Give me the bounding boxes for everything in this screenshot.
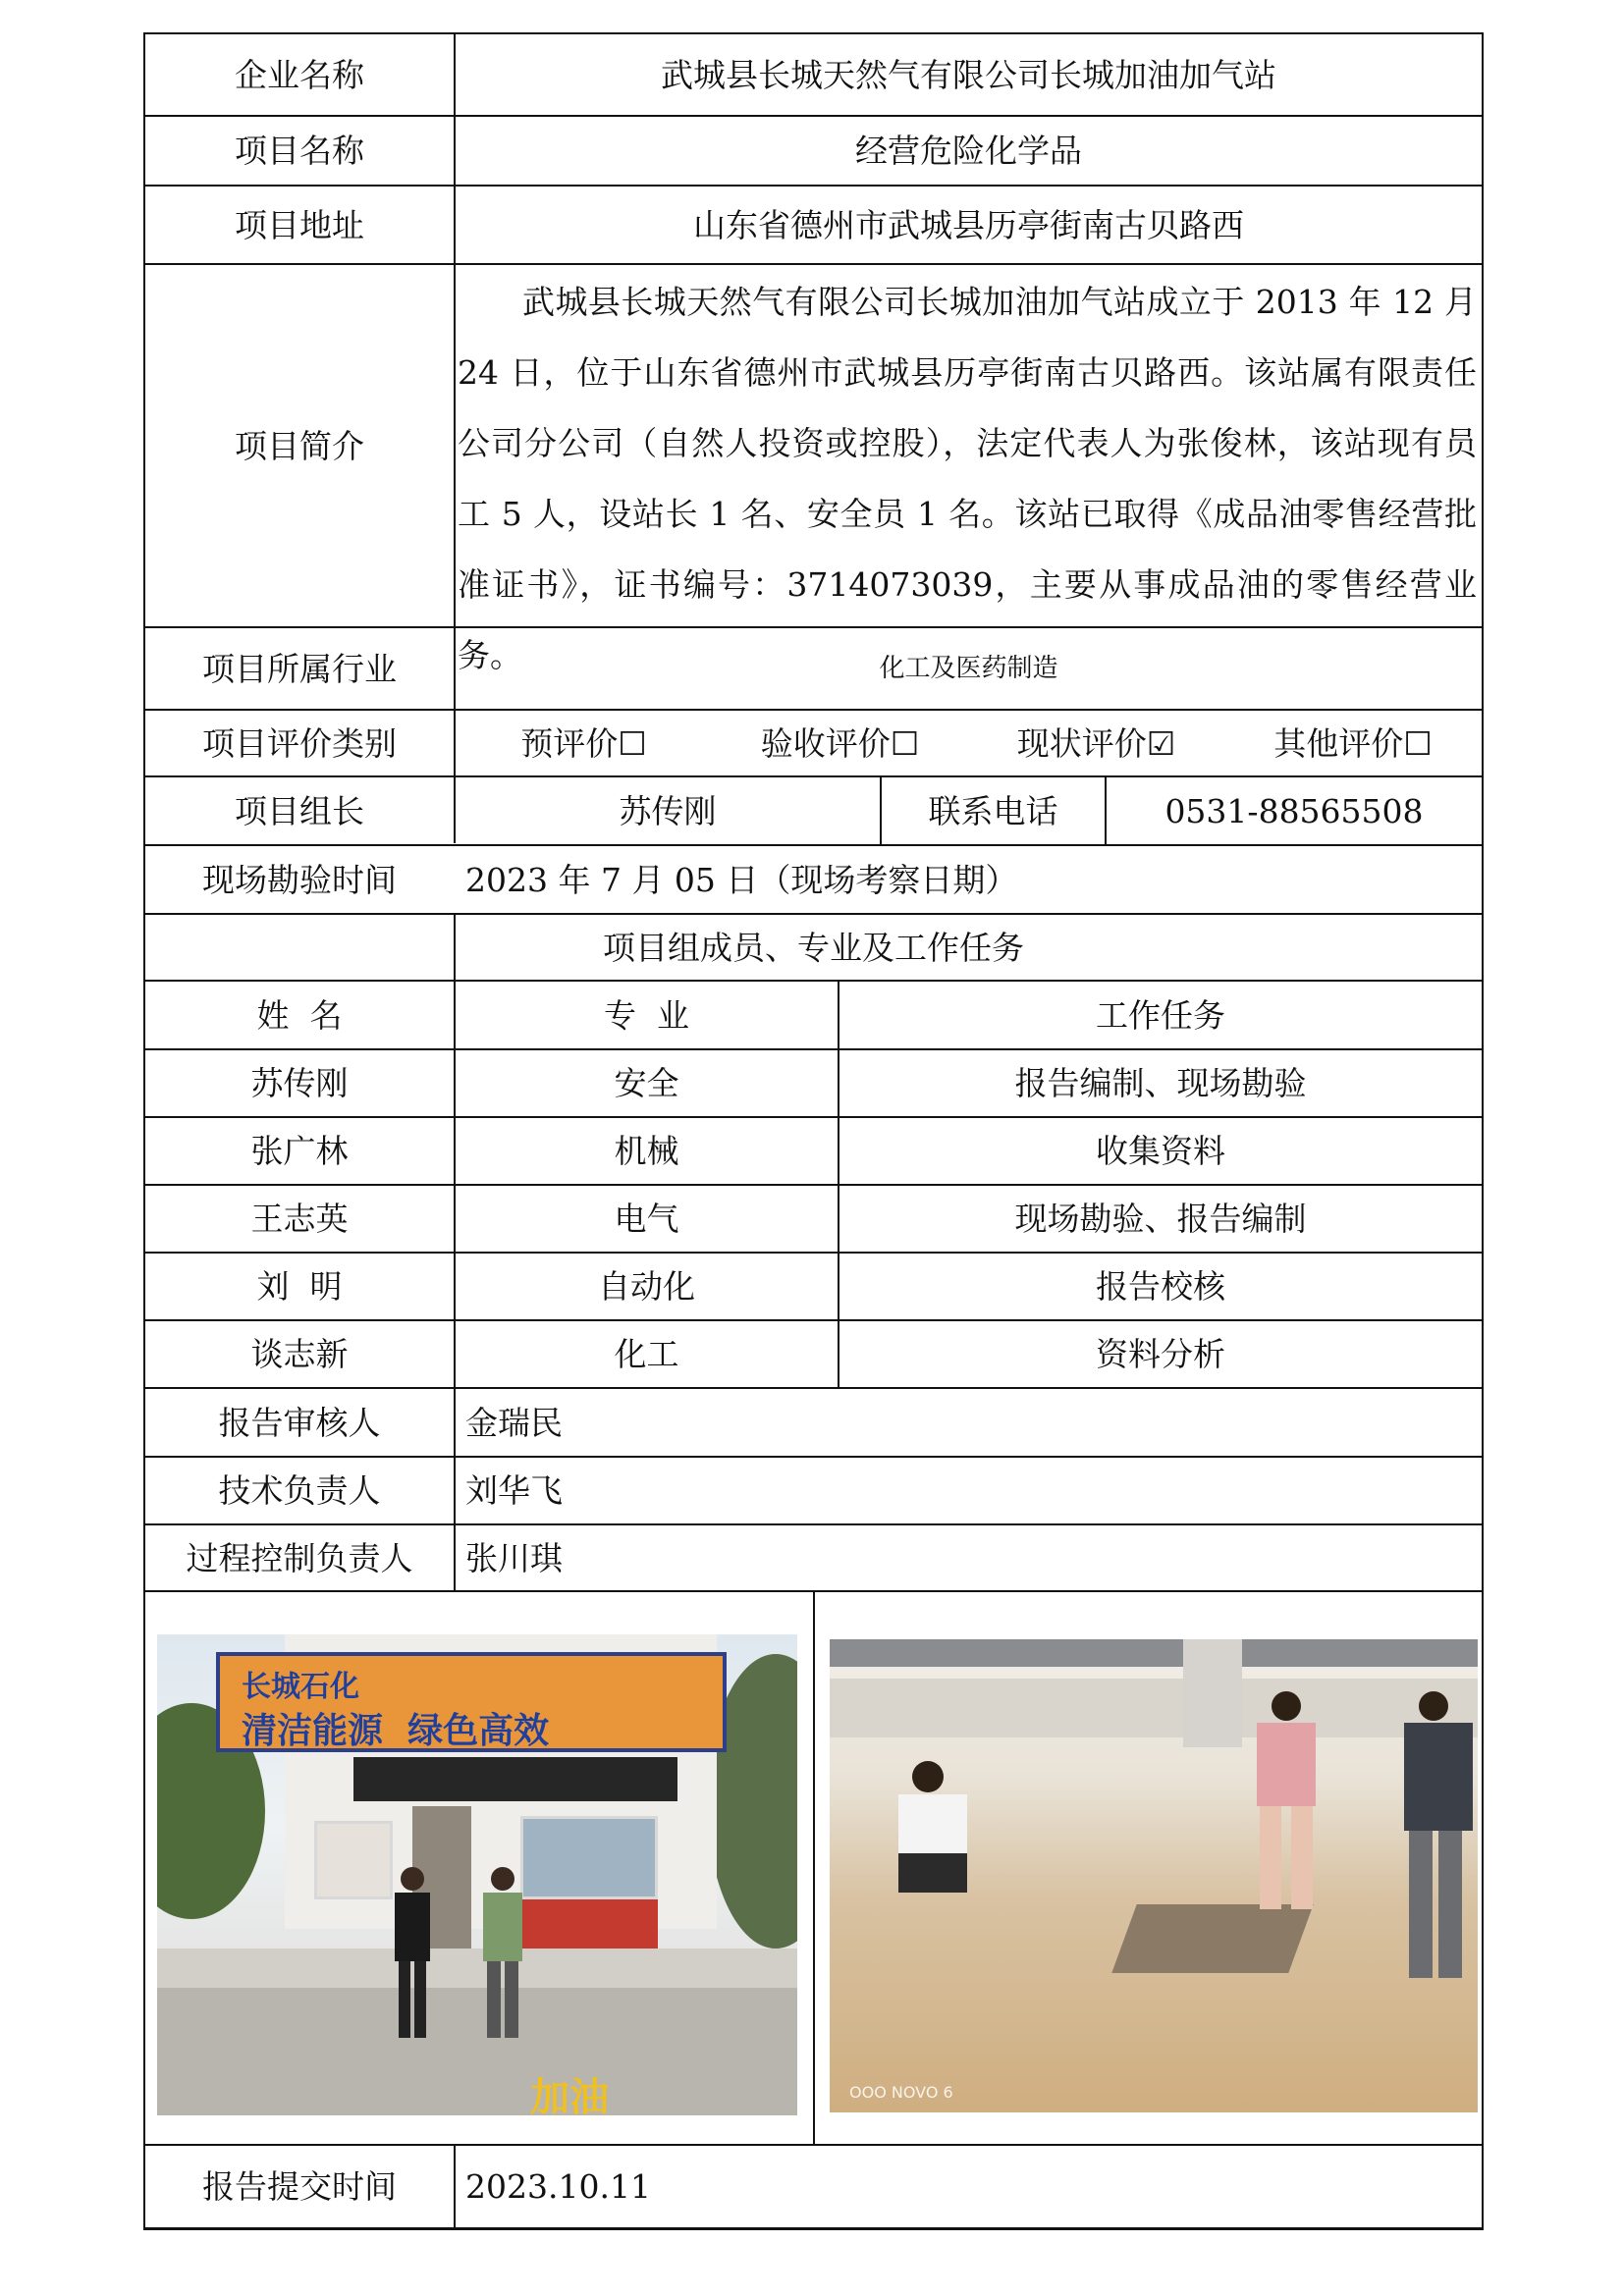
process-control-label: 过程控制负责人 <box>186 1538 413 1577</box>
inspector-crouching <box>869 1757 987 1904</box>
station-sign <box>216 1652 727 1752</box>
technical-lead-value: 刘华飞 <box>465 1471 563 1510</box>
technical-lead-label: 技术负责人 <box>218 1471 381 1510</box>
form-border-right <box>1482 32 1484 2230</box>
member-task: 现场勘验、报告编制 <box>1014 1200 1307 1238</box>
category-label: 项目评价类别 <box>202 723 397 763</box>
survey-time-value: 2023 年 7 月 05 日（现场考察日期） <box>465 860 1018 899</box>
person-green-shirt <box>471 1865 534 2042</box>
industry-value: 化工及医药制造 <box>879 654 1058 683</box>
category-other-evaluation[interactable]: 其他评价☐ <box>1273 723 1433 763</box>
submit-time-label: 报告提交时间 <box>202 2167 397 2206</box>
leader-label: 项目组长 <box>235 791 364 830</box>
member-specialty: 电气 <box>614 1200 679 1238</box>
member-task: 收集资料 <box>1096 1132 1225 1170</box>
survey-time-label: 现场勘验时间 <box>202 860 397 899</box>
process-control-value: 张川琪 <box>465 1538 563 1577</box>
member-task: 报告校核 <box>1096 1267 1225 1306</box>
person-black-shirt <box>383 1865 442 2042</box>
member-name: 谈志新 <box>250 1335 349 1373</box>
members-header-specialty: 专 业 <box>604 995 689 1035</box>
project-address-label: 项目地址 <box>235 205 364 244</box>
leader-value: 苏传刚 <box>619 791 717 830</box>
member-task: 资料分析 <box>1096 1335 1225 1373</box>
member-specialty: 化工 <box>614 1335 679 1373</box>
industry-label: 项目所属行业 <box>202 649 397 688</box>
category-pre-evaluation[interactable]: 预评价☐ <box>520 723 647 763</box>
member-specialty: 自动化 <box>598 1267 695 1306</box>
project-intro-text: 武城县长城天然气有限公司长城加油加气站成立于 2013 年 12 月 24 日，位于山东省德州市武城县历亭街南古贝路西。该站属有限责任公司分公司（自然人投资或控股），法定代表人为张俊林，该站现有员工 5 人，设站长 1 名、安全员 1 名。该站已取得《成品油零售经营批准证书》，证书编号：3714073039，主要从事成品油的零售经营业务。 <box>458 283 1477 674</box>
company-name-value: 武城县长城天然气有限公司长城加油加气站 <box>661 55 1276 94</box>
member-specialty: 安全 <box>614 1064 679 1102</box>
members-header-name: 姓 名 <box>256 995 343 1035</box>
member-name: 刘 明 <box>256 1267 343 1306</box>
form-border-bottom <box>143 2227 1484 2230</box>
member-name: 张广林 <box>250 1132 349 1170</box>
report-reviewer-label: 报告审核人 <box>218 1403 381 1442</box>
col-line <box>813 1590 815 2144</box>
site-photo-station <box>157 1634 797 2115</box>
category-status-evaluation[interactable]: 现状评价☑ <box>1016 723 1176 763</box>
project-address-value: 山东省德州市武城县历亭街南古贝路西 <box>693 205 1244 244</box>
inspection-pit <box>1111 1904 1313 1973</box>
member-name: 王志英 <box>250 1200 349 1238</box>
phone-value: 0531-88565508 <box>1164 791 1424 830</box>
company-name-label: 企业名称 <box>235 55 364 94</box>
inspector-standing <box>1389 1688 1478 1983</box>
sign-line2: 清洁能源 绿色高效 <box>242 1711 550 1751</box>
report-reviewer-value: 金瑞民 <box>465 1403 563 1442</box>
member-name: 苏传刚 <box>250 1064 349 1102</box>
project-name-label: 项目名称 <box>235 132 364 170</box>
sign-line1: 长城石化 <box>242 1670 359 1704</box>
ground-mark: 加油 <box>530 2075 609 2115</box>
phone-label: 联系电话 <box>928 791 1058 830</box>
category-acceptance-evaluation[interactable]: 验收评价☐ <box>760 723 920 763</box>
member-specialty: 机械 <box>614 1132 679 1170</box>
member-task: 报告编制、现场勘验 <box>1014 1064 1307 1102</box>
camera-stamp: OOO NOVO 6 <box>849 2083 953 2102</box>
inspector-pink-shirt <box>1242 1688 1330 1914</box>
site-photo-inspection <box>830 1639 1478 2112</box>
members-header-task: 工作任务 <box>1096 995 1225 1035</box>
project-name-value: 经营危险化学品 <box>855 132 1082 170</box>
project-intro-label: 项目简介 <box>235 426 364 465</box>
submit-time-value: 2023.10.11 <box>465 2167 651 2206</box>
members-title: 项目组成员、专业及工作任务 <box>603 928 1024 967</box>
